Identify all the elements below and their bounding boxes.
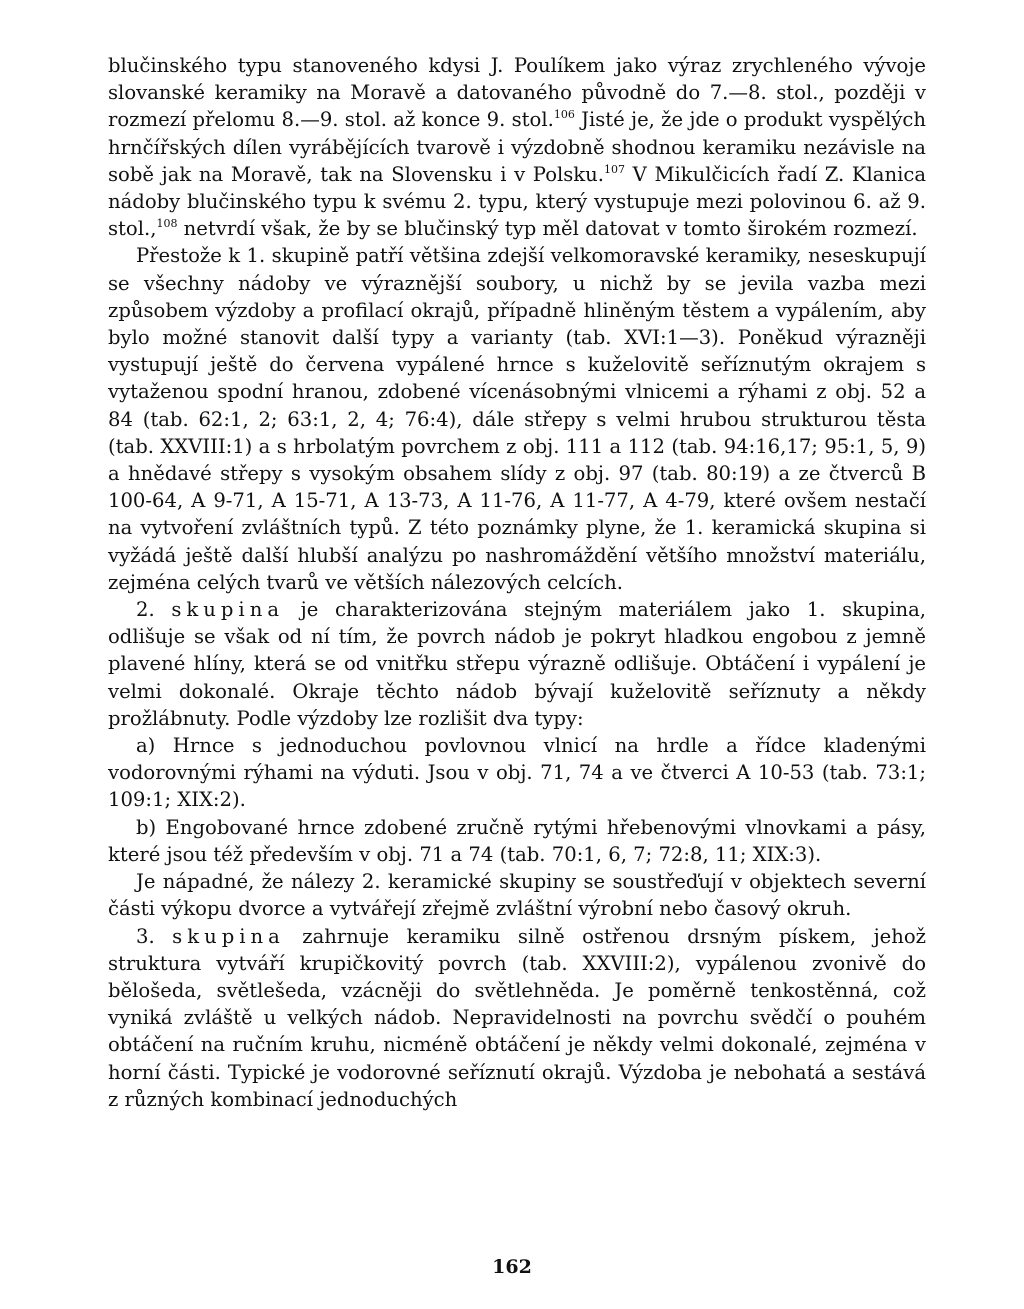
text-run: 3. xyxy=(136,924,173,948)
page-body xyxy=(108,52,926,1113)
paragraph xyxy=(108,242,926,596)
text-run: Jisté je, že jde o produkt vyspělých hrnčířských dílen vyrábějících tvarově i výzdobně shodnou keramiku nezávisle na sobě jak na Moravě, tak na Slovensku i v Polsku. xyxy=(108,108,926,186)
text-run: Je nápadné, že nálezy 2. keramické skupiny se soustřeďují v objektech severní části výkopu dvorce a vytvářejí zřejmě zvláštní výrobní nebo časový okruh. xyxy=(108,870,926,921)
text-run: Přestože k 1. skupině patří většina zdejší velkomoravské keramiky, neseskupují se všechny nádoby ve výraznější soubory, u nichž by se jevila vazba mezi způsobem výzdoby a profilací okrajů, případně hliněným těstem a vypálením, aby bylo možné stanovit další typy a varianty (tab. XVI:1—3). Poněkud výrazněji vystupují ještě do červena vypálené hrnce s kuželovitě seříznutým okrajem s vytaženou spodní hranou, zdobené vícenásobnými vlnicemi a rýhami z obj. 52 a 84 (tab. 62:1, 2; 63:1, 2, 4; 76:4), dále střepy s velmi hrubou strukturou těsta (tab. XXVIII:1) a s hrbolatým povrchem z obj. 111 a 112 (tab. 94:16,17; 95:1, 5, 9) a hnědavé střepy s vysokým obsahem slídy z obj. 97 (tab. 80:19) a ze čtverců B 100-64, A 9-71, A 15-71, A 13-73, A 11-76, A 11-77, A 4-79, které ovšem nestačí na vytvoření zvláštních typů. Z této poznámky plyne, že 1. keramická skupina si vyžádá ještě další hlubší analýzu po nashromáždění většího množství materiálu, zejména celých tvarů ve větších nálezových celcích. xyxy=(108,244,926,594)
text-run: b) Engobované hrnce zdobené zručně rytými hřebenovými vlnovkami a pásy, které jsou též především v obj. 71 a 74 (tab. 70:1, 6, 7; 72:8, 11; XIX:3). xyxy=(108,815,926,866)
footnote-ref: 107 xyxy=(604,162,626,176)
body-text xyxy=(108,52,926,1113)
page-number: 162 xyxy=(492,1256,532,1278)
paragraph xyxy=(108,732,926,814)
text-run: V Mikulčicích řadí Z. Klanica nádoby blučinského typu k svému 2. typu, který vystupuje mezi polovinou 6. až 9. stol., xyxy=(108,162,927,241)
paragraph xyxy=(108,596,926,732)
text-run: zahrnuje keramiku silně ostřenou drsným pískem, jehož struktura vytváří krupičkovitý povrch (tab. XXVIII:2), vypálenou zvonivě do bělošeda, světlešeda, vzácněji do světlehněda. Je poměrně tenkostěnná, což vyniká zvláště u velkých nádob. Nepravidelnosti na povrchu svědčí o pouhém obtáčení na ručním kruhu, nicméně obtáčení je někdy velmi dokonalé, zejména v horní části. Typické je vodorovné seříznutí okrajů. Výzdoba je nebohatá a sestává z různých kombinací jednoduchých xyxy=(108,924,926,1111)
spaced-heading: skupina xyxy=(172,924,285,948)
text-run: je charakterizována stejným materiálem jako 1. skupina, odlišuje se však od ní tím, že povrch nádob je pokryt hladkou engobou z jemně plavené hlíny, která se od vnitřku střepu výrazně odlišuje. Obtáčení i vypálení je velmi dokonalé. Okraje těchto nádob bývají kuželovitě seříznuty a někdy prožlábnuty. Podle výzdoby lze rozlišit dva typy: xyxy=(108,598,926,730)
spaced-heading: skupina xyxy=(171,598,285,622)
text-run: a) Hrnce s jednoduchou povlovnou vlnicí na hrdle a řídce kladenými vodorovnými rýhami na výduti. Jsou v obj. 71, 74 a ve čtverci A 10-53 (tab. 73:1; 109:1; XIX:2). xyxy=(108,734,926,812)
text-run: 2. xyxy=(136,598,172,622)
text-run: blučinského typu stanoveného kdysi J. Poulíkem jako výraz zrychleného vývoje slovanské keramiky na Moravě a datovaného původně do 7.—8. stol., později v rozmezí přelomu 8.—9. stol. až konce 9. stol. xyxy=(108,54,926,132)
footnote-ref: 108 xyxy=(156,217,178,231)
footnote-ref: 106 xyxy=(553,108,575,122)
paragraph xyxy=(108,814,926,868)
paragraph xyxy=(108,923,926,1113)
text-run: netvrdí však, že by se blučinský typ měl datovat v tomto širokém rozmezí. xyxy=(177,217,918,241)
paragraph xyxy=(108,52,926,242)
paragraph xyxy=(108,868,926,922)
